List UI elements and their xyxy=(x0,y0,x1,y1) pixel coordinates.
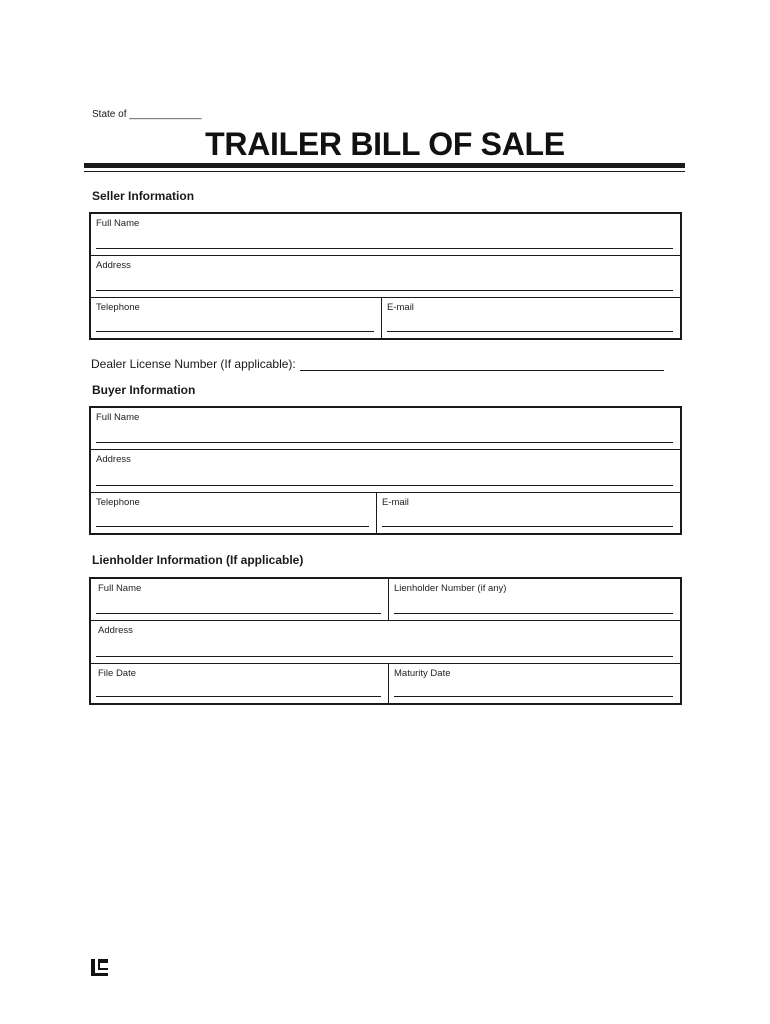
lienholder-address-line xyxy=(96,656,673,657)
buyer-telephone-field[interactable] xyxy=(91,493,376,533)
seller-heading: Seller Information xyxy=(92,189,195,203)
buyer-box xyxy=(89,406,682,535)
lienholder-address-label: Address xyxy=(98,625,133,636)
seller-contact-row xyxy=(91,298,680,338)
lienholder-number-field[interactable] xyxy=(388,579,680,620)
lienholder-heading: Lienholder Information (If applicable) xyxy=(92,553,304,567)
buyer-email-label: E-mail xyxy=(382,497,409,508)
lienholder-maturity-date-line xyxy=(394,696,673,697)
lienholder-maturity-date-label: Maturity Date xyxy=(394,668,451,679)
seller-telephone-field[interactable] xyxy=(91,298,381,338)
document-title: TRAILER BILL OF SALE xyxy=(205,126,565,162)
seller-name-row xyxy=(91,214,680,256)
buyer-full-name-label: Full Name xyxy=(96,412,140,423)
lienholder-dates-row xyxy=(91,664,680,703)
title-rule-thin xyxy=(84,171,685,172)
seller-email-field[interactable] xyxy=(381,298,680,338)
buyer-name-row xyxy=(91,408,680,450)
buyer-heading: Buyer Information xyxy=(92,383,196,397)
lienholder-full-name-line xyxy=(96,613,381,614)
title-rule-thick xyxy=(84,163,685,168)
lienholder-address-field[interactable] xyxy=(91,621,680,663)
seller-address-row xyxy=(91,256,680,298)
dealer-license-field[interactable] xyxy=(91,357,664,371)
lienholder-box xyxy=(89,577,682,705)
buyer-address-row xyxy=(91,450,680,493)
lienholder-maturity-date-field[interactable] xyxy=(388,664,680,703)
buyer-telephone-line xyxy=(96,526,369,527)
seller-full-name-label: Full Name xyxy=(96,218,140,229)
buyer-email-line xyxy=(382,526,673,527)
lienholder-file-date-field[interactable] xyxy=(91,664,388,703)
brand-logo-icon xyxy=(91,959,108,976)
dealer-license-line xyxy=(300,359,664,371)
seller-telephone-line xyxy=(96,331,374,332)
lienholder-name-row xyxy=(91,579,680,621)
buyer-full-name-line xyxy=(96,442,673,443)
buyer-contact-row xyxy=(91,493,680,533)
lienholder-file-date-label: File Date xyxy=(98,668,137,679)
lienholder-number-line xyxy=(394,613,673,614)
seller-full-name-field[interactable] xyxy=(91,214,680,255)
lienholder-number-label: Lienholder Number (if any) xyxy=(394,583,507,594)
seller-full-name-line xyxy=(96,248,673,249)
seller-telephone-label: Telephone xyxy=(96,302,140,313)
buyer-address-line xyxy=(96,485,673,486)
seller-address-label: Address xyxy=(96,260,131,271)
buyer-address-label: Address xyxy=(96,454,131,465)
seller-email-line xyxy=(387,331,673,332)
buyer-address-field[interactable] xyxy=(91,450,680,492)
buyer-email-field[interactable] xyxy=(376,493,680,533)
seller-email-label: E-mail xyxy=(387,302,414,313)
buyer-telephone-label: Telephone xyxy=(96,497,140,508)
lienholder-address-row xyxy=(91,621,680,664)
dealer-license-label: Dealer License Number (If applicable): xyxy=(91,357,296,371)
seller-address-line xyxy=(96,290,673,291)
lienholder-full-name-field[interactable] xyxy=(91,579,388,620)
state-field: State of _____________ xyxy=(92,109,202,120)
seller-address-field[interactable] xyxy=(91,256,680,297)
buyer-full-name-field[interactable] xyxy=(91,408,680,449)
seller-box xyxy=(89,212,682,340)
lienholder-full-name-label: Full Name xyxy=(98,583,142,594)
lienholder-file-date-line xyxy=(96,696,381,697)
